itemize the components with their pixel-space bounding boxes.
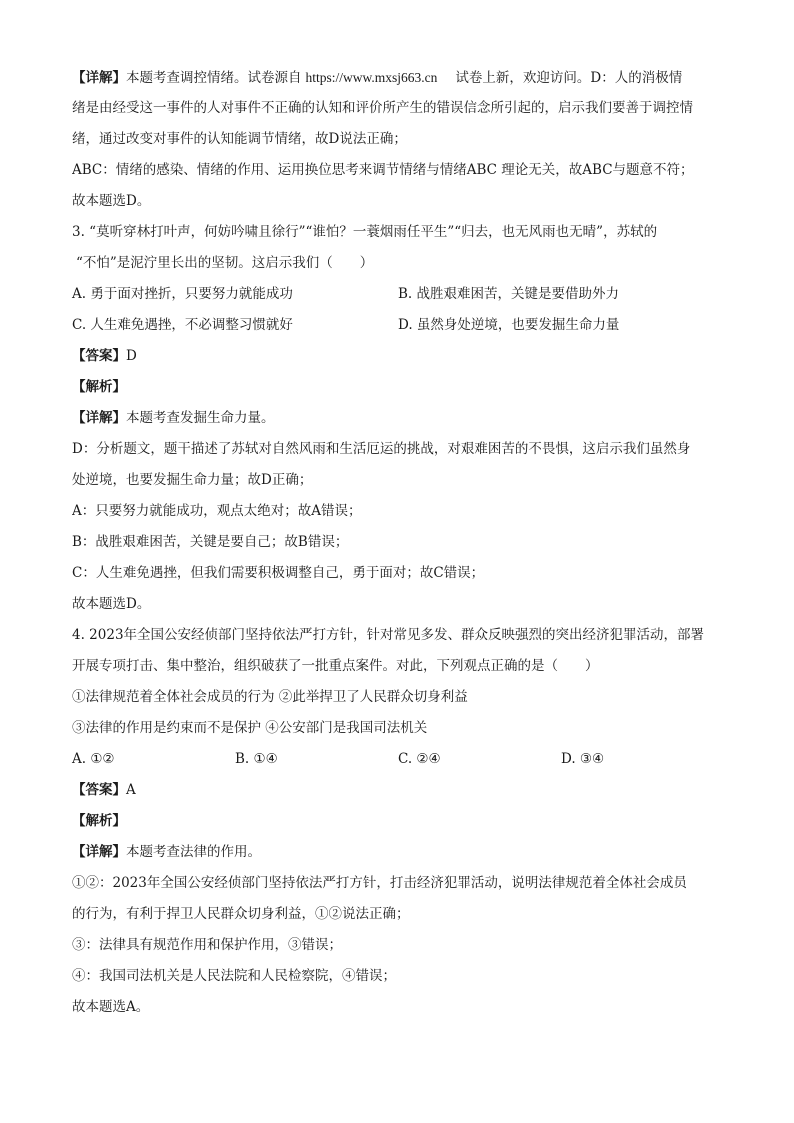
detail-text: 本题考查发掘生命力量。 bbox=[126, 410, 275, 426]
explanation-line: B：战胜艰难困苦，关键是要自己；故B错误； bbox=[72, 534, 349, 550]
explanation-line: ①②：2023年全国公安经侦部门坚持依法严打方针，打击经济犯罪活动，说明法律规范着全体社会成员 bbox=[72, 875, 687, 891]
question-3-stem: 3. “莫听穿林打叶声，何妨吟啸且徐行”“谁怕？一蓑烟雨任平生”“归去，也无风雨也无晴”，苏轼的 bbox=[72, 224, 658, 240]
question-3-analysis bbox=[72, 372, 724, 403]
detail-tag: 【详解】 bbox=[72, 410, 126, 426]
detail-text: 本题考查调控情绪。试卷源自 bbox=[126, 70, 302, 86]
detail-tag: 【详解】 bbox=[72, 844, 126, 860]
answer-value: D bbox=[126, 348, 137, 364]
option-d: D. ③④ bbox=[561, 751, 605, 767]
question-3-options-row bbox=[72, 279, 724, 310]
explanation-line: C：人生难免遇挫，但我们需要积极调整自己，勇于面对；故C错误； bbox=[72, 565, 485, 581]
question-3-stem: “不怕”是泥泞里长出的坚韧。这启示我们（ ） bbox=[76, 255, 374, 271]
question-4-conclusion: 故本题选A。 bbox=[72, 999, 150, 1015]
prev-explanation-line: ABC：情绪的感染、情绪的作用、运用换位思考来调节情绪与情绪ABC 理论无关，故ABC与题意不符； bbox=[72, 162, 694, 178]
detail-tag: 【详解】 bbox=[72, 70, 126, 86]
question-3-answer bbox=[72, 341, 724, 372]
question-3-detail bbox=[72, 403, 724, 434]
answer-tag: 【答案】 bbox=[72, 782, 126, 798]
question-3-options-row bbox=[72, 310, 724, 341]
option-c: C. ②④ bbox=[398, 751, 441, 767]
question-4-stem: 开展专项打击、集中整治，组织破获了一批重点案件。对此，下列观点正确的是（ ） bbox=[72, 658, 599, 674]
question-4-answer bbox=[72, 775, 724, 806]
option-b: B. 战胜艰难困苦，关键是要借助外力 bbox=[398, 286, 620, 302]
prev-explanation-line: 绪，通过改变对事件的认知能调节情绪，故D说法正确； bbox=[72, 131, 407, 147]
question-4-statements: ③法律的作用是约束而不是保护 ④公安部门是我国司法机关 bbox=[72, 720, 428, 736]
option-d: D. 虽然身处逆境，也要发掘生命力量 bbox=[398, 317, 620, 333]
explanation-line: ④：我国司法机关是人民法院和人民检察院，④错误； bbox=[72, 968, 396, 984]
prev-conclusion: 故本题选D。 bbox=[72, 193, 151, 209]
document-page bbox=[72, 62, 724, 1023]
detail-text: 本题考查法律的作用。 bbox=[126, 844, 261, 860]
answer-tag: 【答案】 bbox=[72, 348, 126, 364]
question-4-statements: ①法律规范着全体社会成员的行为 ②此举捍卫了人民群众切身利益 bbox=[72, 689, 468, 705]
question-3-conclusion: 故本题选D。 bbox=[72, 596, 151, 612]
explanation-line: D：分析题文，题干描述了苏轼对自然风雨和生活厄运的挑战，对艰难困苦的不畏惧，这启示我们虽然身 bbox=[72, 441, 691, 457]
after-url-text: 试卷上新，欢迎访问。D：人的消极情 bbox=[455, 70, 683, 86]
question-4-detail bbox=[72, 837, 724, 868]
answer-value: A bbox=[126, 782, 136, 798]
prev-detail-line bbox=[72, 62, 724, 93]
explanation-line: ③：法律具有规范作用和保护作用，③错误； bbox=[72, 937, 342, 953]
question-4-options-row bbox=[72, 744, 724, 775]
option-b: B. ①④ bbox=[235, 751, 278, 767]
source-url: https://www.mxsj663.cn bbox=[305, 70, 438, 85]
question-4-stem: 4. 2023年全国公安经侦部门坚持依法严打方针，针对常见多发、群众反映强烈的突出经济犯罪活动，部署 bbox=[72, 627, 705, 643]
question-4-analysis bbox=[72, 806, 724, 837]
prev-explanation-line: 绪是由经受这一事件的人对事件不正确的认知和评价所产生的错误信念所引起的，启示我们要善于调控情 bbox=[72, 100, 693, 116]
analysis-tag: 【解析】 bbox=[72, 813, 126, 829]
option-a: A. ①② bbox=[72, 751, 115, 767]
explanation-line: 处逆境，也要发掘生命力量；故D正确； bbox=[72, 472, 313, 488]
option-c: C. 人生难免遇挫，不必调整习惯就好 bbox=[72, 317, 293, 333]
analysis-tag: 【解析】 bbox=[72, 379, 126, 395]
option-a: A. 勇于面对挫折，只要努力就能成功 bbox=[72, 286, 293, 302]
explanation-line: A：只要努力就能成功，观点太绝对；故A错误； bbox=[72, 503, 362, 519]
explanation-line: 的行为，有利于捍卫人民群众切身利益，①②说法正确； bbox=[72, 906, 410, 922]
